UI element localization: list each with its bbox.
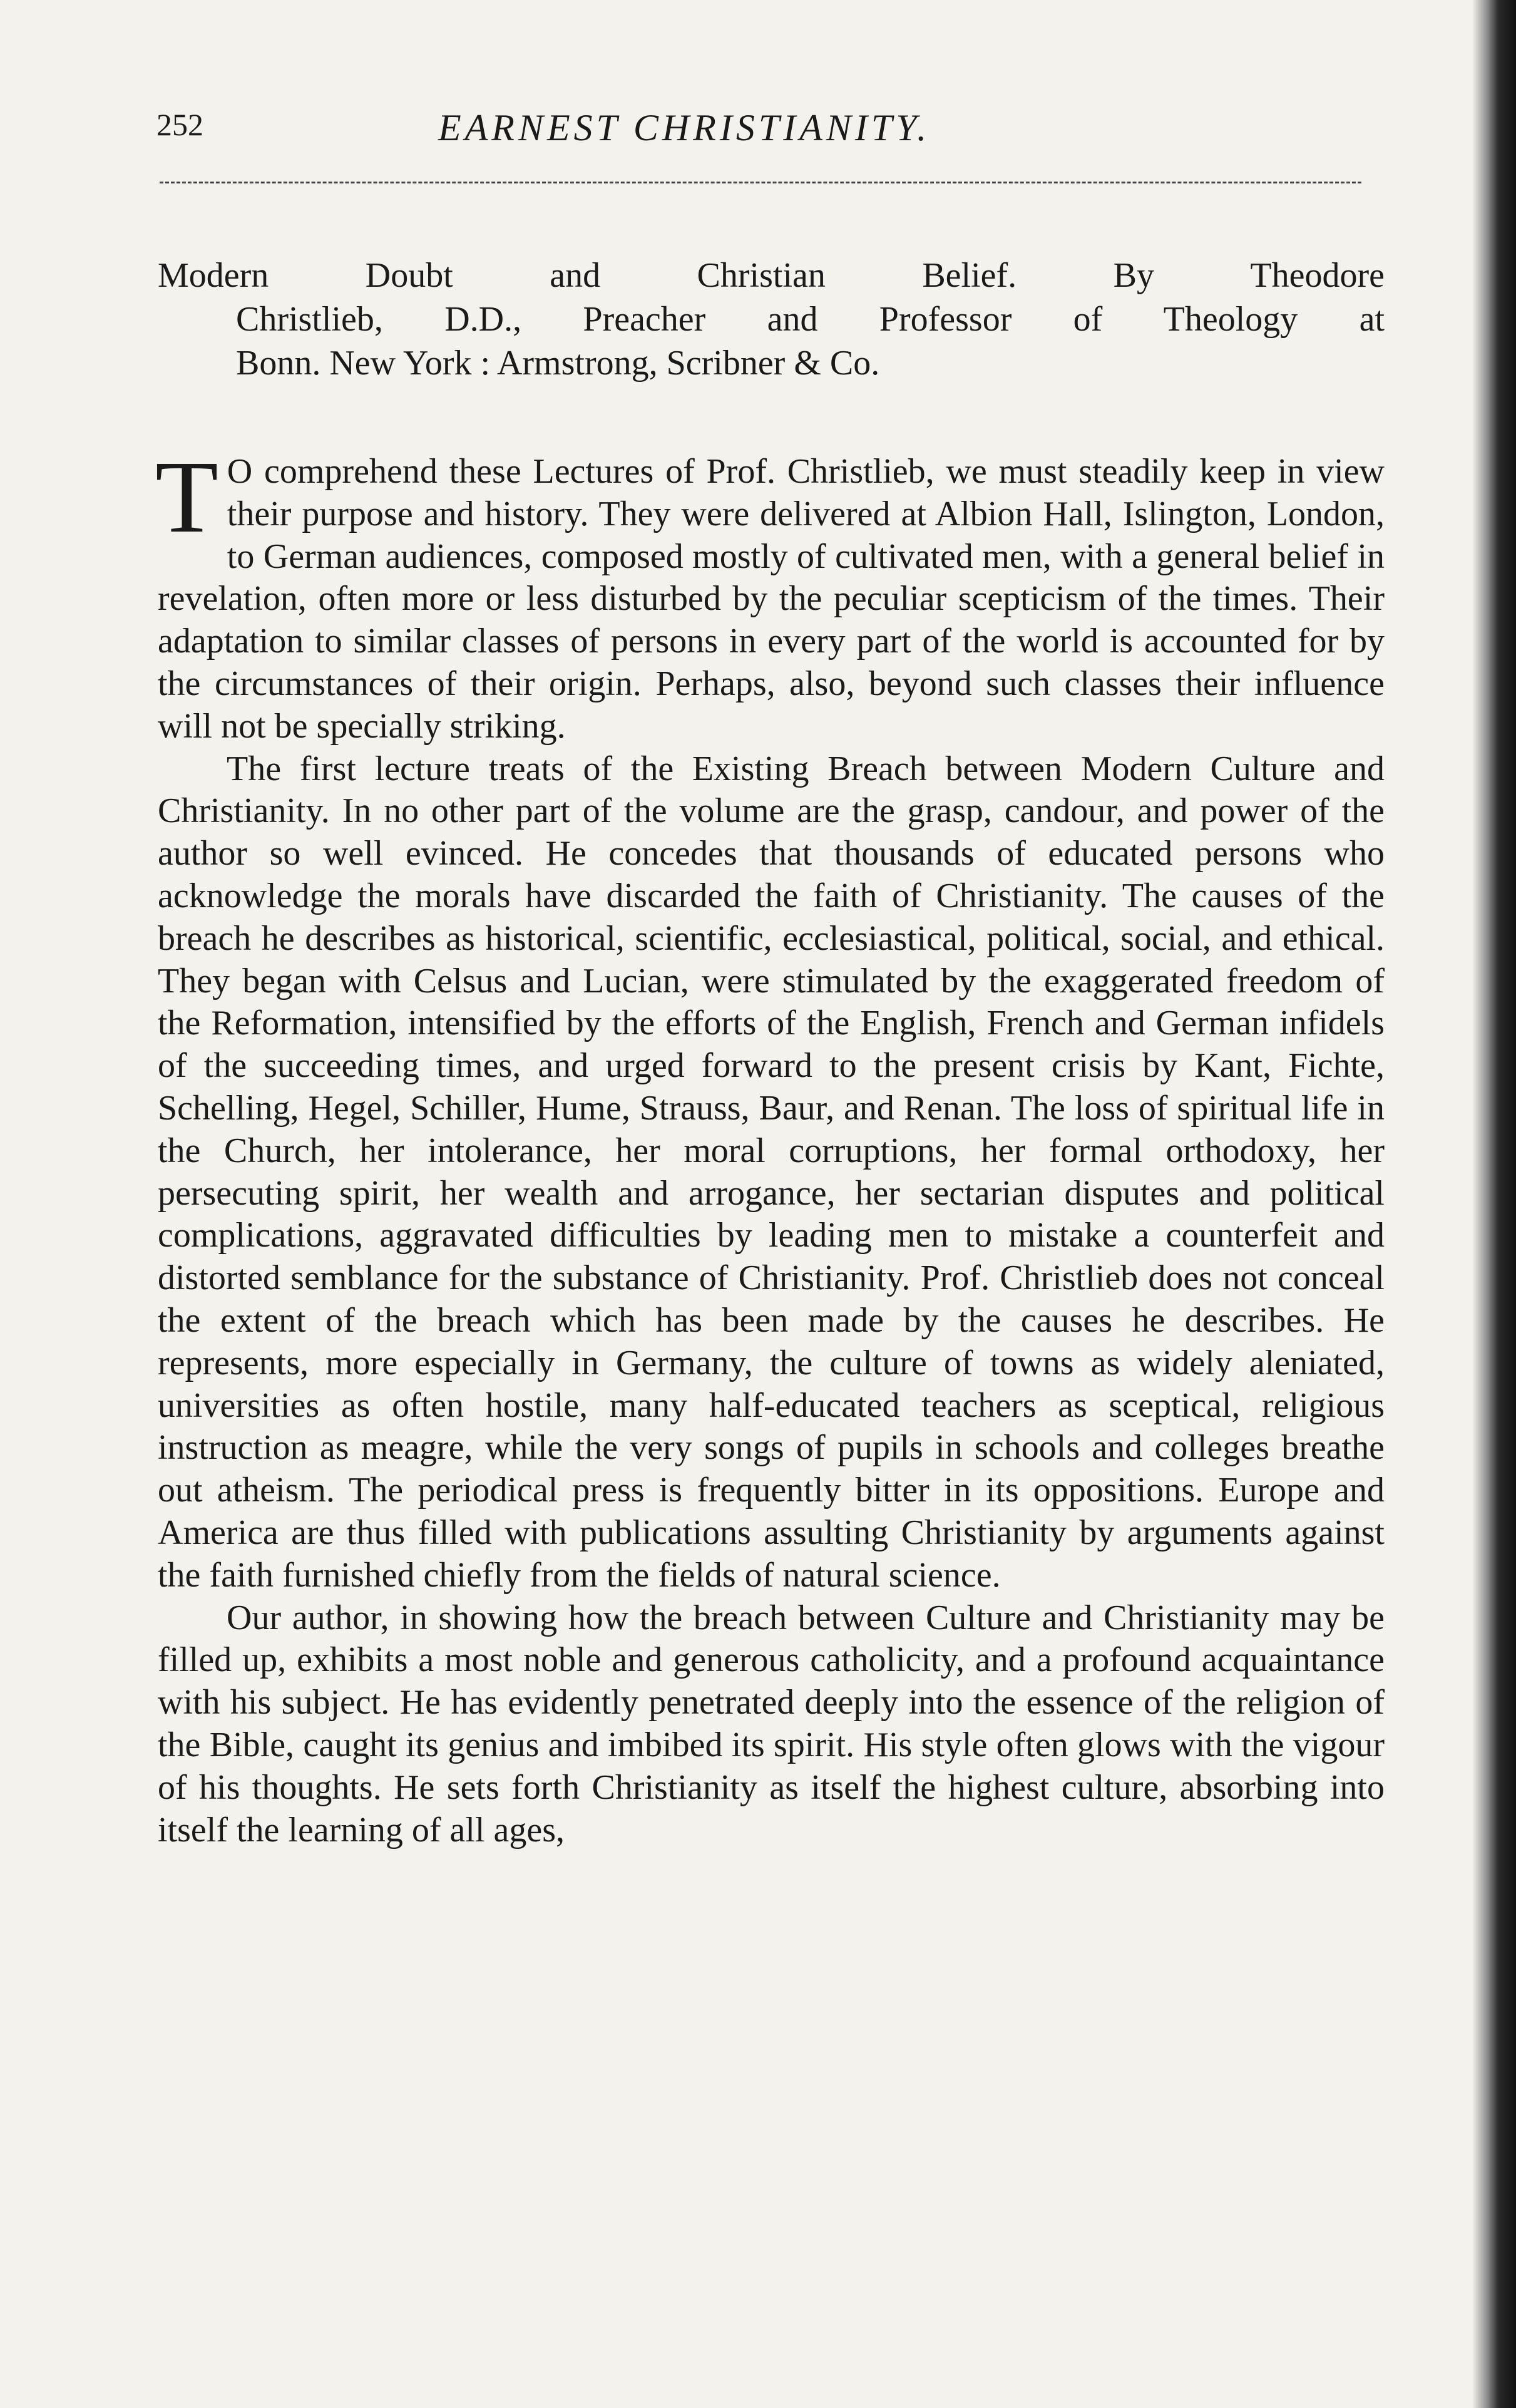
book-citation <box>158 254 1385 385</box>
running-title: EARNEST CHRISTIANITY. <box>438 107 931 148</box>
paragraph-1-text: O comprehend these Lectures of Prof. Christlieb, we must steadily keep in view their purpose and history. They were delivered at Albion Hall, Islington, London, to German audiences, composed mostly of cultivated men, with a general belief in revelation, often more or less disturbed by the peculiar scepticism of the times. Their adaptation to similar classes of persons in every part of the world is accounted for by the circumstances of their origin. Perhaps, also, beyond such classes their influence will not be specially striking. <box>158 452 1385 746</box>
paragraph-2: The first lecture treats of the Existing Breach between Modern Culture and Christianity. In no other part of the volume are the grasp, candour, and power of the author so well evinced. He concedes that thousands of educated persons who acknowledge the morals have discarded the faith of Christianity. The causes of the breach he describes as historical, scientific, ecclesiastical, political, social, and ethical. They began with Celsus and Lucian, were stimulated by the exaggerated freedom of the Reformation, intensified by the efforts of the English, French and German infidels of the succeeding times, and urged forward to the present crisis by Kant, Fichte, Schelling, Hegel, Schiller, Hume, Strauss, Baur, and Renan. The loss of spiritual life in the Church, her intolerance, her moral corruptions, her formal orthodoxy, her persecuting spirit, her wealth and arrogance, her sectarian disputes and political complications, aggravated difficulties by leading men to mistake a counterfeit and distorted semblance for the substance of Christianity. Prof. Christlieb does not conceal the extent of the breach which has been made by the causes he describes. He represents, more especially in Germany, the culture of towns as widely aleniated, universities as often hostile, many half-educated teachers as sceptical, religious instruction as meagre, while the very songs of pupils in schools and colleges breathe out atheism. The periodical press is frequently bitter in its oppositions. Europe and America are thus filled with publications assulting Christianity by arguments against the faith furnished chiefly from the fields of natural science. <box>158 749 1385 1595</box>
paragraph-1 <box>155 440 1385 748</box>
citation-line-3: Bonn. New York : Armstrong, Scribner & Co. <box>236 344 880 383</box>
citation-line-2: Christlieb, D.D., Preacher and Professor of Theology at <box>236 300 1385 339</box>
drop-cap: T <box>155 440 218 554</box>
paragraph-3: Our author, in showing how the breach between Culture and Christianity may be filled up, exhibits a most noble and generous catholicity, and a profound acquaintance with his subject. He has evidently penetrated deeply into the essence of the religion of the Bible, caught its genius and imbibed its spirit. His style often glows with the vigour of his thoughts. He sets forth Christianity as itself the highest culture, absorbing into itself the learning of all ages, <box>158 1598 1385 1850</box>
header-rule <box>160 182 1361 183</box>
running-head <box>156 106 1396 157</box>
review-body <box>155 440 1385 1851</box>
citation-line-1: Modern Doubt and Christian Belief. By Theodore <box>158 256 1385 295</box>
page-number: 252 <box>156 107 203 142</box>
page-binding-edge <box>1472 0 1516 2408</box>
